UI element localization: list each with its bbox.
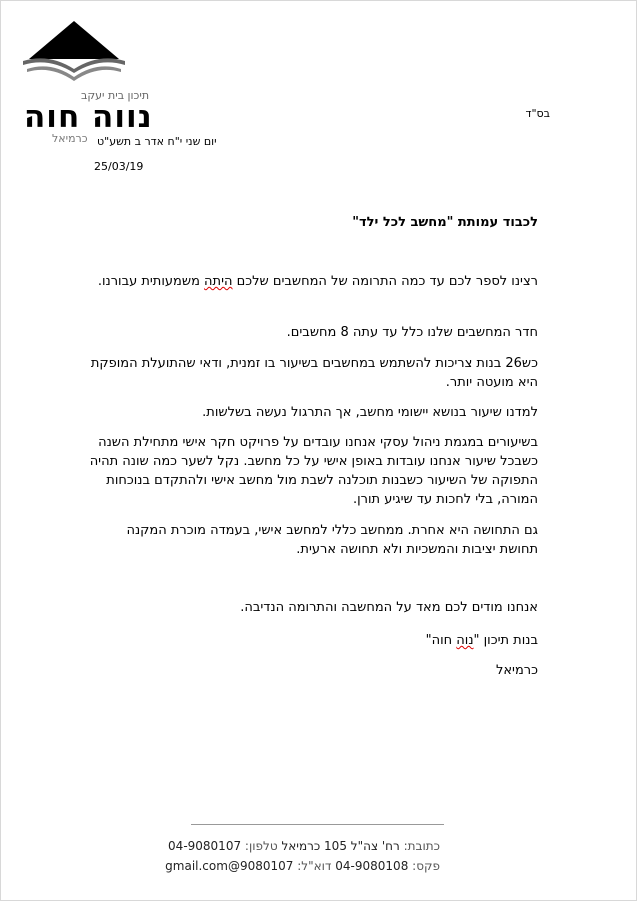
signature-city: כרמיאל	[495, 663, 538, 678]
p1-start: רצינו לספר לכם עד כמה התרומה של המחשבים שלכם	[232, 274, 538, 289]
phone-value: 04-9080107	[168, 839, 242, 853]
phone-label: טלפון:	[244, 839, 278, 853]
paragraph-3: כש26 בנות צריכות להשתמש במחשבים בשיעור בו זמנית, ודאי שהתועלת המופקת היא מועטה יותר.	[90, 356, 538, 390]
logo-name: נווה חוה	[24, 99, 153, 135]
paragraph-5: בשיעורים במגמת ניהול עסקי אנחנו עובדים על פרויקט חקר אישי מתחילת השנה כשבכל שיעור אנחנו עובדות באופן אישי על כל מחשב. נקל לשער כמה שונה תהיה התפוקה של השיעור כשבנות תוכלנה לשבת מול מחשב אישי ולהתקדם בנוכחות המורה, בלי לחכות עד שיגיע תורן.	[89, 435, 538, 507]
footer-contact-row	[165, 859, 440, 873]
logo-city: כרמיאל	[52, 132, 88, 145]
spellcheck-word: היתה	[204, 274, 233, 289]
recipient-line: לכבוד עמותת "מחשב לכל ילד"	[352, 215, 538, 230]
address-label: כתובת:	[403, 839, 440, 853]
fax-label: פקס:	[412, 859, 440, 873]
gregorian-date: 25/03/19	[94, 160, 144, 173]
bsd-mark: בס"ד	[525, 107, 550, 120]
paragraph-2: חדר המחשבים שלנו כלל עד עתה 8 מחשבים.	[286, 325, 538, 340]
signature-start: בנות תיכון "	[473, 633, 538, 648]
school-logo	[19, 19, 149, 85]
email-value: 9080107@gmail.com	[165, 859, 294, 873]
hebrew-date: יום שני י"ח אדר ב תשע"ט	[97, 135, 217, 148]
email-label: דוא"ל:	[297, 859, 332, 873]
p1-end: משמעותית עבורנו.	[97, 274, 205, 289]
signature-line	[88, 631, 538, 650]
signature-end: חוה"	[425, 633, 457, 648]
spellcheck-word: נוה	[456, 633, 474, 648]
paragraph-1	[88, 272, 538, 291]
address-value: רח' צה"ל 105 כרמיאל	[281, 839, 400, 853]
paragraph-6: גם התחושה היא אחרת. ממחשב כללי למחשב אישי, בעמדה מוכרת המקנה תחושת יציבות והמשכיות ולא תחושה ארעית.	[126, 523, 538, 557]
thanks-line: אנחנו מודים לכם מאד על המחשבה והתרומה הנדיבה.	[240, 600, 538, 615]
logo-subtitle: תיכון בית יעקב	[81, 89, 150, 102]
fax-value: 04-9080108	[335, 859, 409, 873]
footer-address-row	[168, 839, 440, 853]
book-roof-icon	[19, 19, 129, 85]
paragraph-4: למדנו שיעור בנושא יישומי מחשב, אך התרגול נעשה בשלשות.	[202, 405, 538, 420]
footer-divider	[191, 824, 444, 825]
